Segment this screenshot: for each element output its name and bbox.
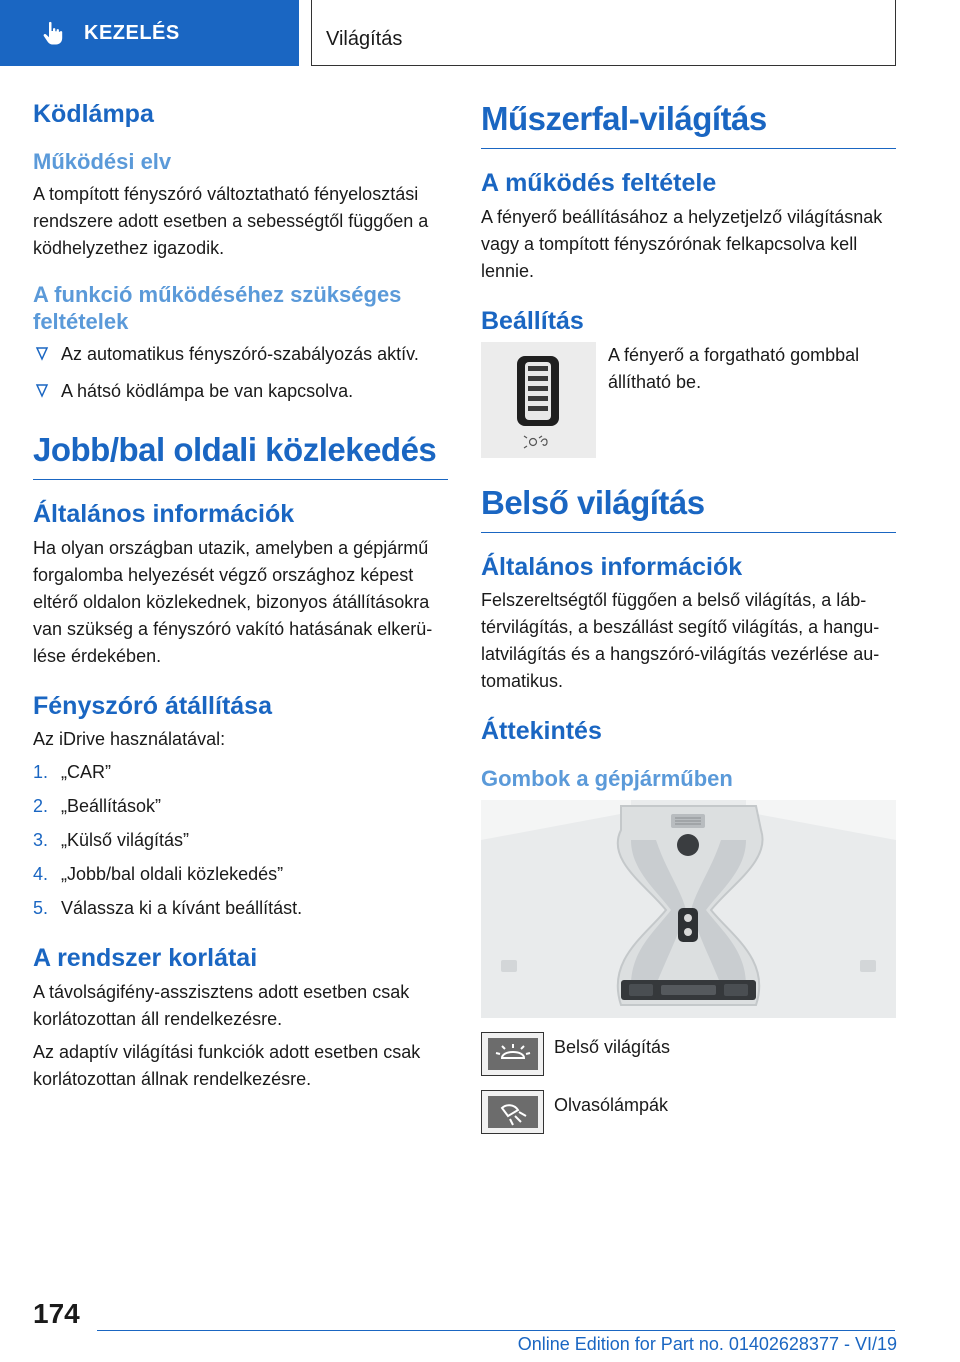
section-title: Világítás <box>311 0 896 66</box>
step-number: 5. <box>33 898 49 919</box>
reading-light-icon <box>488 1096 538 1128</box>
limits-text-1: A távolságifény-asszisztens adott esetben csak korlátozottan áll rendelkezésre. <box>33 982 410 1030</box>
page-header <box>0 0 960 66</box>
list-item-text: Az automatikus fényszóró-szabályozás aktív. <box>61 343 419 364</box>
principle-heading: Működési elv <box>33 148 172 174</box>
general-info-heading: Általános információk <box>33 499 295 528</box>
buttons-heading: Gombok a gépjárműben <box>481 766 733 791</box>
condition-text: A fényerő beállításához a helyzetjelző világításnak vagy a tompított fényszórónak felkapcsolva kell lennie. <box>481 206 883 281</box>
traffic-heading: Jobb/bal oldali közlekedés <box>33 431 448 480</box>
brightness-wheel-image <box>481 342 596 458</box>
icon-label: Belső világítás <box>554 1037 671 1058</box>
steps-list <box>33 759 448 922</box>
setting-heading: Beállítás <box>481 306 584 335</box>
general-info-heading-right: Általános információk <box>481 552 743 581</box>
step-number: 2. <box>33 796 49 817</box>
idrive-intro: Az iDrive használatával: <box>33 729 226 750</box>
triangle-bullet-icon <box>35 345 49 363</box>
list-item <box>33 378 448 405</box>
footer-divider <box>97 1330 895 1331</box>
interior-general-text: Felszereltségtől függően a belső világítás, a lábtérvilágítás, a beszállást segítő világítás, a hangulatvilágítás és a hangszóró-világítás vezérlése automatikus. <box>481 590 880 692</box>
general-info-text: Ha olyan országban utazik, amelyben a gépjármű forgalomba helyezését végző országhoz képest eltérő oldalon közlekednek, bizonyos átállításokra van szükség a fényszóró vakító hatásának elkerülése érdekében. <box>33 537 433 666</box>
page-number: 174 <box>33 1298 80 1329</box>
reading-light-icon-box <box>481 1090 544 1134</box>
left-column <box>33 100 448 1099</box>
edition-text: Online Edition for Part no. 01402628377 - VI/19 <box>517 1334 897 1354</box>
step-text: Válassza ki a kívánt beállítást. <box>61 898 303 919</box>
roof-console-image <box>481 800 896 1018</box>
dashboard-lighting-heading: Műszerfal-világítás <box>481 100 896 149</box>
step-text: „Külső világítás” <box>61 830 190 851</box>
triangle-bullet-icon <box>35 382 49 400</box>
condition-heading: A működés feltétele <box>481 169 717 197</box>
list-item-text: A hátsó ködlámpa be van kapcsolva. <box>61 380 354 401</box>
overview-heading: Áttekintés <box>481 717 602 746</box>
interior-lighting-heading: Belső világítás <box>481 484 896 533</box>
chapter-label: KEZELÉS <box>84 21 180 44</box>
interior-light-icon <box>488 1038 538 1070</box>
step-text: „Jobb/bal oldali közlekedés” <box>61 864 284 885</box>
thumbwheel-icon <box>481 342 596 458</box>
principle-text: A tompított fényszóró változtatható fényelosztási rendszere adott esetben a sebességtől függően a ködhelyzethez igazodik. <box>33 184 429 259</box>
list-item <box>33 861 448 888</box>
step-number: 4. <box>33 864 49 885</box>
icon-label: Olvasólámpák <box>554 1095 669 1116</box>
step-text: „Beállítások” <box>61 796 162 817</box>
step-number: 1. <box>33 762 49 783</box>
interior-light-icon-box <box>481 1032 544 1076</box>
hand-pointer-icon <box>40 20 66 46</box>
step-text: „CAR” <box>61 762 111 783</box>
icon-legend-row <box>481 1032 896 1076</box>
list-item <box>33 341 448 368</box>
limits-text-2: Az adaptív világítási funkciók adott esetben csak korlátozottan állnak rendelkezésre. <box>33 1042 421 1090</box>
list-item <box>33 827 448 854</box>
limits-heading: A rendszer korlátai <box>33 944 258 973</box>
setting-block <box>481 342 896 458</box>
requirements-list <box>33 341 448 405</box>
icon-legend-row <box>481 1090 896 1134</box>
chapter-tab[interactable] <box>0 0 299 66</box>
fog-lamp-heading: Ködlámpa <box>33 100 154 128</box>
step-number: 3. <box>33 830 49 851</box>
list-item <box>33 793 448 820</box>
requirements-heading: A funkció működéséhez szükséges feltételek <box>33 282 402 334</box>
setting-text: A fényerő a forgatható gombbal állítható be. <box>608 344 860 392</box>
right-column <box>481 100 896 1134</box>
headlight-adjust-heading: Fényszóró átállítása <box>33 691 272 720</box>
list-item <box>33 759 448 786</box>
roof-console-illustration <box>481 800 896 1018</box>
list-item <box>33 895 448 922</box>
